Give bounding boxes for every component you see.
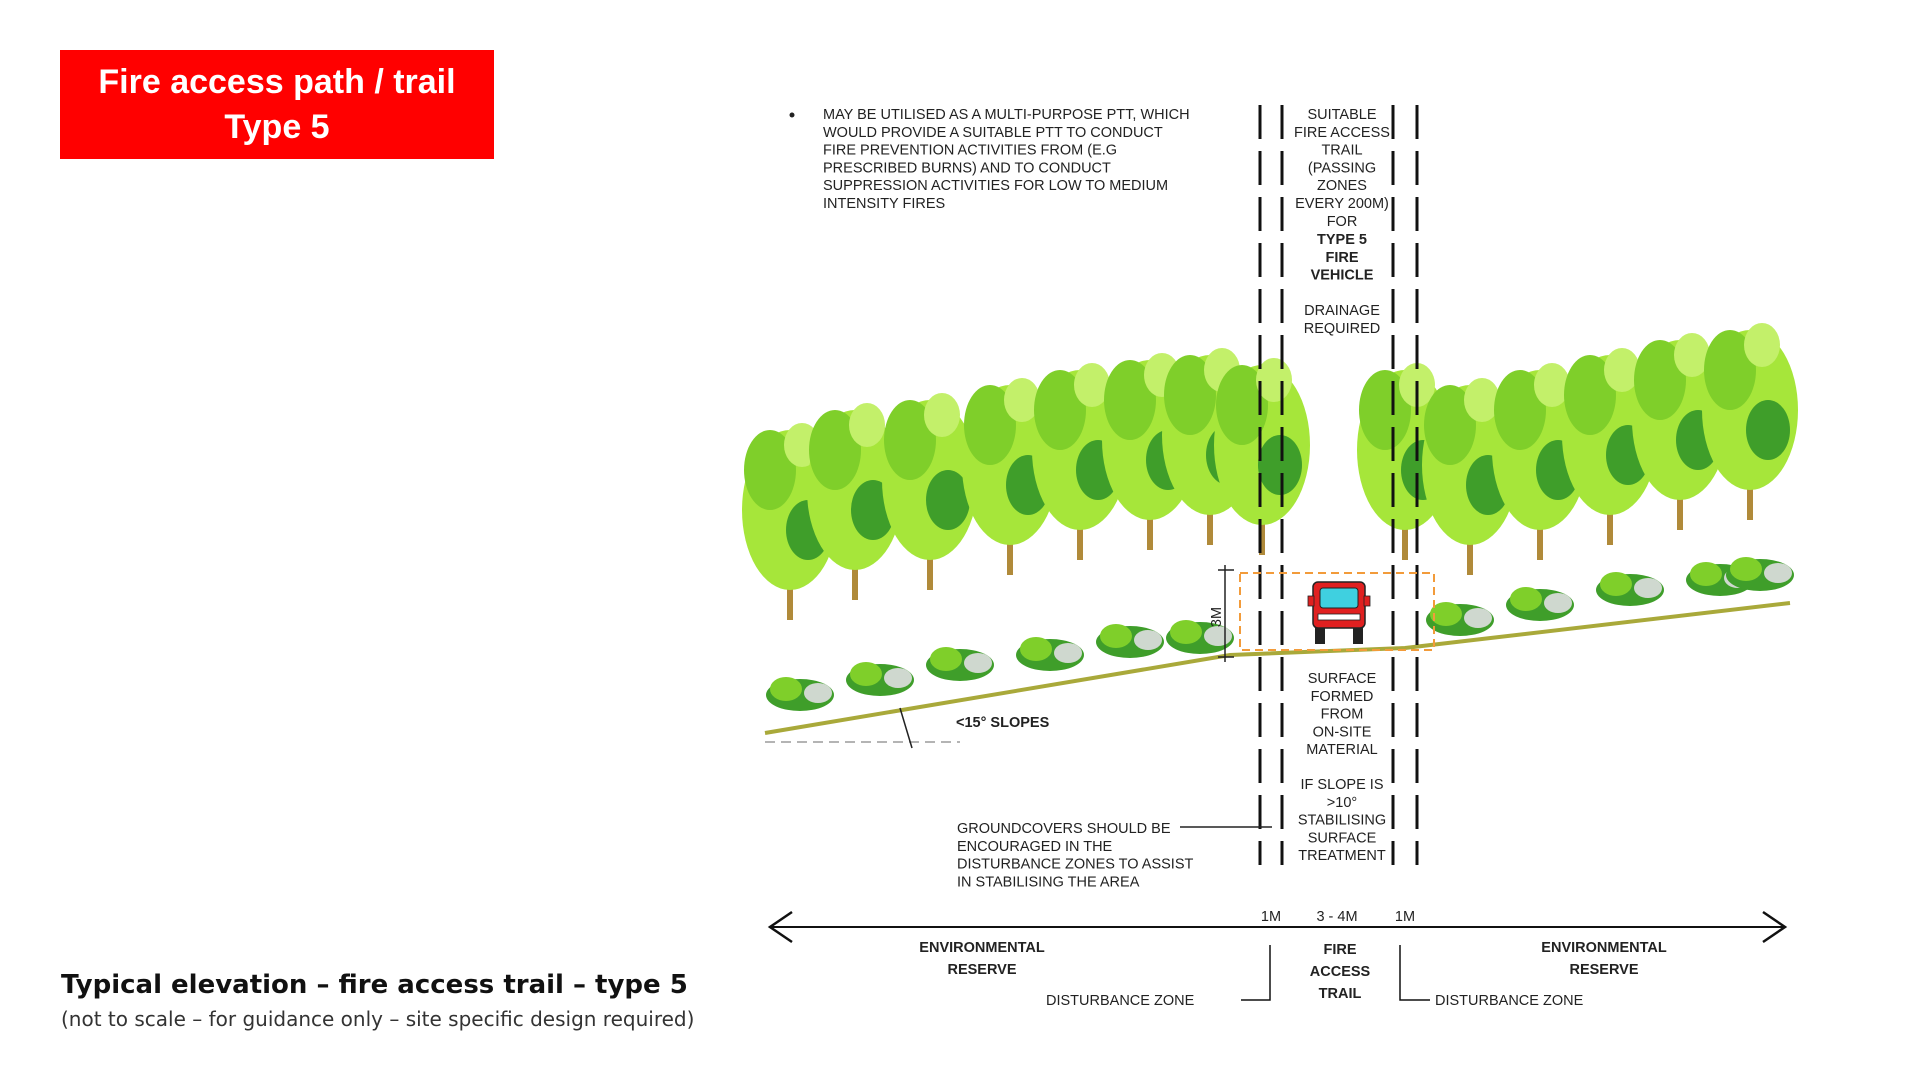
fire-access-trail-label [1310,942,1371,1002]
bullet-note-line: PRESCRIBED BURNS) AND TO CONDUCT [823,160,1111,177]
caption-subtitle: (not to scale – for guidance only – site specific design required) [61,1007,695,1031]
bullet-note-line: MAY BE UTILISED AS A MULTI-PURPOSE PTT, WHICH [823,107,1190,123]
surface-note-line: ON-SITE [1312,724,1372,741]
height-label: 3M [1209,606,1225,628]
env-reserve-right [1541,940,1667,978]
bullet-note-line: SUPPRESSION ACTIVITIES FOR LOW TO MEDIUM [823,178,1169,195]
title-line-2: Type 5 [224,107,330,146]
groundcover-note-line: IN STABILISING THE AREA [957,874,1140,891]
caption-title: Typical elevation – fire access trail – type 5 [61,970,688,1000]
env-left-line: RESERVE [947,962,1017,978]
trail-note-line: EVERY 200M) [1295,196,1389,212]
surface-note-line: FROM [1320,706,1364,723]
surface-note-line: SURFACE [1307,671,1377,687]
groundcover-note-line: DISTURBANCE ZONES TO ASSIST [957,856,1194,873]
vehicle-note-line: VEHICLE [1310,267,1374,284]
title-line-1: Fire access path / trail [98,62,456,101]
drainage-note-line: DRAINAGE [1304,303,1380,319]
slope-note-line: SURFACE [1307,830,1377,847]
trail-note-line: (PASSING [1307,160,1377,177]
dim-trail-width: 3 - 4M [1316,909,1358,925]
env-right-line: ENVIRONMENTAL [1541,940,1667,956]
disturbance-zone-left: DISTURBANCE ZONE [1046,993,1195,1009]
drainage-note [1304,303,1381,337]
surface-note-line: FORMED [1310,688,1374,705]
vehicle-note-line: FIRE [1325,249,1359,266]
env-reserve-left [919,940,1045,978]
ground-line [765,603,1790,733]
bullet-note-line: INTENSITY FIRES [823,196,946,212]
slopes-label: <15° SLOPES [956,715,1050,731]
trail-note-line: TRAIL [1321,142,1363,159]
vehicle-note [1311,232,1374,284]
slope-note-line: >10° [1326,794,1358,811]
trail-zone-line: ACCESS [1309,964,1371,980]
trail-note [1294,107,1390,230]
dim-right-1m: 1M [1394,909,1416,925]
env-right-line: RESERVE [1569,962,1639,978]
trail-note-line: SUITABLE [1307,107,1377,123]
bullet-note [823,107,1190,212]
trail-zone-line: FIRE [1323,942,1357,958]
right-vegetation [1357,323,1798,636]
drainage-note-line: REQUIRED [1303,320,1381,337]
fire-vehicle-icon [1308,582,1370,644]
slope-note-line: STABILISING [1297,812,1387,829]
bullet-note-line: WOULD PROVIDE A SUITABLE PTT TO CONDUCT [823,124,1163,141]
vehicle-note-line: TYPE 5 [1317,232,1367,248]
bullet-dot [790,113,795,118]
slope-note [1298,777,1386,864]
groundcover-note [957,821,1193,890]
trail-zone-line: TRAIL [1318,986,1362,1002]
slope-note-line: IF SLOPE IS [1300,777,1384,793]
groundcover-note-line: ENCOURAGED IN THE [957,838,1113,855]
trail-note-line: FIRE ACCESS [1294,124,1390,141]
trail-note-line: FOR [1326,213,1358,230]
trail-note-line: ZONES [1317,178,1367,195]
bullet-note-line: FIRE PREVENTION ACTIVITIES FROM (E.G [823,142,1118,159]
slope-note-line: TREATMENT [1298,848,1386,865]
surface-note-line: MATERIAL [1306,742,1378,759]
disturbance-zone-right: DISTURBANCE ZONE [1435,993,1584,1009]
groundcover-note-line: GROUNDCOVERS SHOULD BE [957,821,1171,837]
surface-note [1306,671,1377,758]
dim-left-1m: 1M [1260,909,1282,925]
env-left-line: ENVIRONMENTAL [919,940,1045,956]
